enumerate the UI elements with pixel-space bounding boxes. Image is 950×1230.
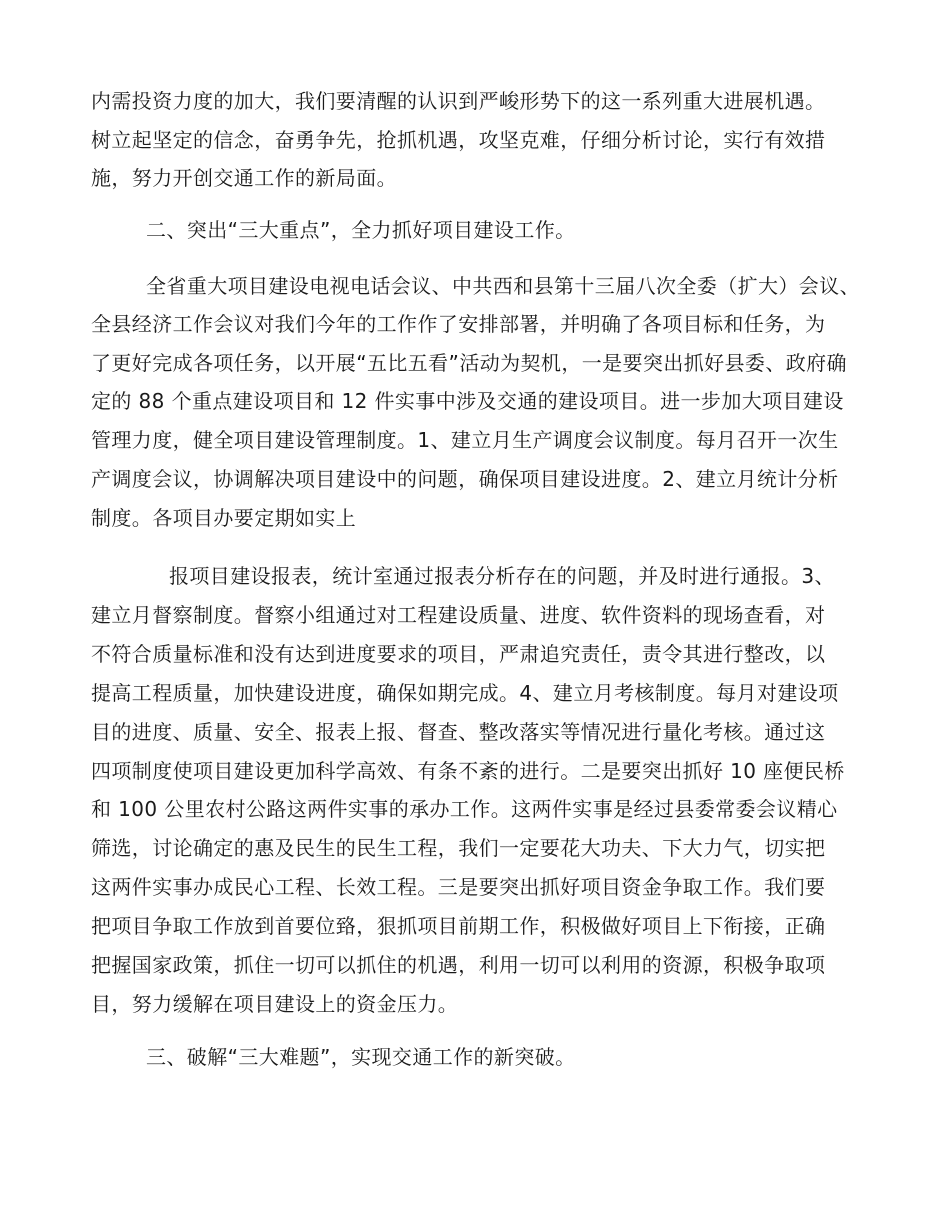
text-line: 把握国家政策，抓住一切可以抓住的机遇，利用一切可以利用的资源，积极争取项: [91, 953, 826, 977]
text-line: 产调度会议，协调解决项目建设中的问题，确保项目建设进度。2、建立月统计分析: [91, 467, 839, 491]
section-heading: 二、突出“三大重点”，全力抓好项目建设工作。: [146, 218, 576, 242]
text-line: 报项目建设报表，统计室通过报表分析存在的问题，并及时进行通报。3、: [169, 564, 835, 588]
section-heading: 三、破解“三大难题”，实现交通工作的新突破。: [146, 1045, 576, 1069]
text-line: 筛选，讨论确定的惠及民生的民生工程，我们一定要花大功夫、下大力气，切实把: [91, 836, 826, 860]
text-line: 和 100 公里农村公路这两件实事的承办工作。这两件实事是经过县委常委会议精心: [91, 797, 838, 821]
text-line: 把项目争取工作放到首要位臵，狠抓项目前期工作，积极做好项目上下衔接，正确: [91, 914, 826, 938]
text-line: 施，努力开创交通工作的新局面。: [91, 166, 397, 190]
text-line: 树立起坚定的信念，奋勇争先，抢抓机遇，攻坚克难，仔细分析讨论，实行有效措: [91, 128, 826, 152]
text-line: 建立月督察制度。督察小组通过对工程建设质量、进度、软件资料的现场查看，对: [91, 603, 826, 627]
text-line: 提高工程质量，加快建设进度，确保如期完成。4、建立月考核制度。每月对建设项: [91, 681, 839, 705]
text-line: 四项制度使项目建设更加科学高效、有条不紊的进行。二是要突出抓好 10 座便民桥: [91, 759, 845, 783]
text-line: 定的 88 个重点建设项目和 12 件实事中涉及交通的建设项目。进一步加大项目建设: [91, 389, 844, 413]
text-line: 这两件实事办成民心工程、长效工程。三是要突出抓好项目资金争取工作。我们要: [91, 875, 826, 899]
text-line: 全县经济工作会议对我们今年的工作作了安排部署，并明确了各项目标和任务，为: [91, 312, 826, 336]
text-line: 不符合质量标准和没有达到进度要求的项目，严肃追究责任，责令其进行整改，以: [91, 642, 826, 666]
text-line: 目的进度、质量、安全、报表上报、督查、整改落实等情况进行量化考核。通过这: [91, 720, 826, 744]
text-line: 目，努力缓解在项目建设上的资金压力。: [91, 992, 459, 1016]
text-line: 内需投资力度的加大，我们要清醒的认识到严峻形势下的这一系列重大进展机遇。: [91, 89, 826, 113]
text-line: 管理力度，健全项目建设管理制度。1、建立月生产调度会议制度。每月召开一次生: [91, 428, 839, 452]
text-line: 全省重大项目建设电视电话会议、中共西和县第十三届八次全委（扩大）会议、: [146, 274, 860, 298]
text-line: 制度。各项目办要定期如实上: [91, 506, 357, 530]
text-line: 了更好完成各项任务，以开展“五比五看”活动为契机，一是要突出抓好县委、政府确: [91, 351, 847, 375]
